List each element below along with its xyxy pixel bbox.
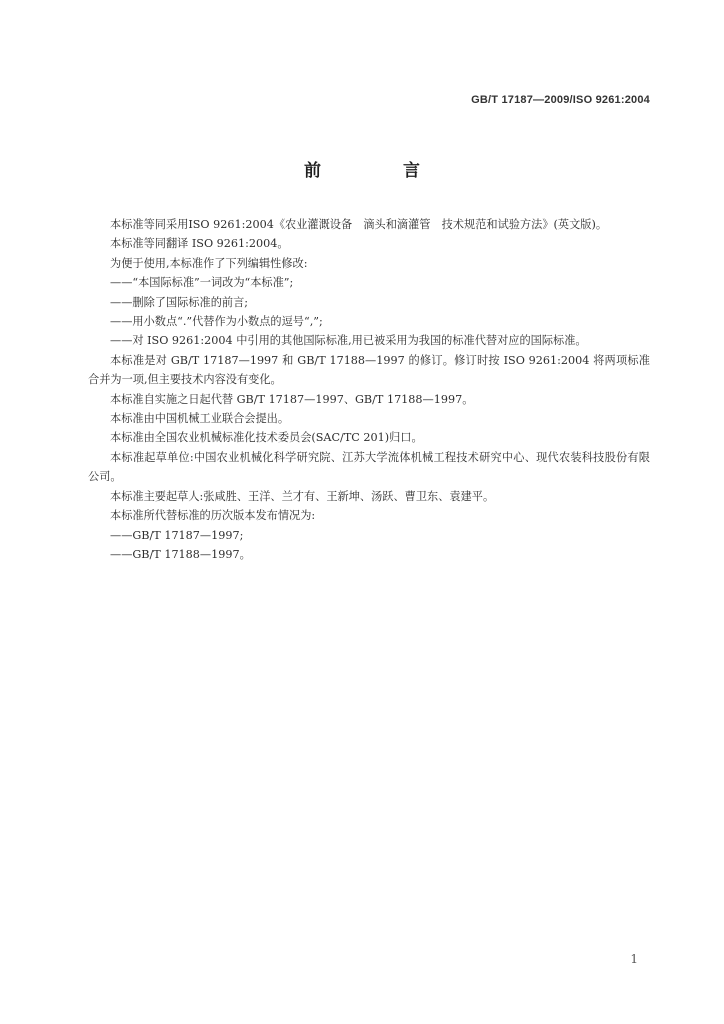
- paragraph-adoption: 本标准等同采用ISO 9261:2004《农业灌溉设备 滴头和滴灌管 技术规范和试验方法》(英文版)。: [110, 218, 608, 231]
- list-item: ——对 ISO 9261:2004 中引用的其他国际标准,用已被采用为我国的标准代替对应的国际标准。: [110, 334, 587, 348]
- paragraph-replacement: 本标准自实施之日起代替 GB/T 17187—1997、GB/T 17188—1997。: [110, 392, 474, 406]
- paragraph-translation: 本标准等同翻译 ISO 9261:2004。: [110, 237, 289, 251]
- foreword-body: [88, 215, 650, 564]
- standard-code-header: GB/T 17187—2009/ISO 9261:2004: [471, 94, 650, 106]
- list-item: ——GB/T 17188—1997。: [110, 547, 251, 561]
- list-item: ——删除了国际标准的前言;: [110, 295, 249, 309]
- paragraph-committee: 本标准由全国农业机械标准化技术委员会(SAC/TC 201)归口。: [110, 431, 423, 445]
- section-title: 前 言: [304, 161, 458, 181]
- list-item: ——GB/T 17187—1997;: [110, 528, 244, 542]
- list-item: ——“本国际标准”一词改为“本标准”;: [110, 276, 294, 290]
- paragraph-revision: 本标准是对 GB/T 17187—1997 和 GB/T 17188—1997 的修订。修订时按 ISO 9261:2004 将两项标准合并为一项,但主要技术内容没有变化。: [88, 353, 650, 387]
- page-number: 1: [630, 952, 638, 966]
- paragraph-history-intro: 本标准所代替标准的历次版本发布情况为:: [110, 509, 316, 523]
- list-item: ——用小数点“.”代替作为小数点的逗号“,”;: [110, 315, 323, 329]
- paragraph-drafters: 本标准主要起草人:张咸胜、王洋、兰才有、王新坤、汤跃、曹卫东、袁建平。: [110, 489, 495, 503]
- paragraph-drafting-units: 本标准起草单位:中国农业机械化科学研究院、江苏大学流体机械工程技术研究中心、现代农装科技股份有限公司。: [88, 450, 650, 484]
- paragraph-proposer: 本标准由中国机械工业联合会提出。: [110, 412, 290, 426]
- paragraph-editorial-intro: 为便于使用,本标准作了下列编辑性修改:: [110, 256, 308, 270]
